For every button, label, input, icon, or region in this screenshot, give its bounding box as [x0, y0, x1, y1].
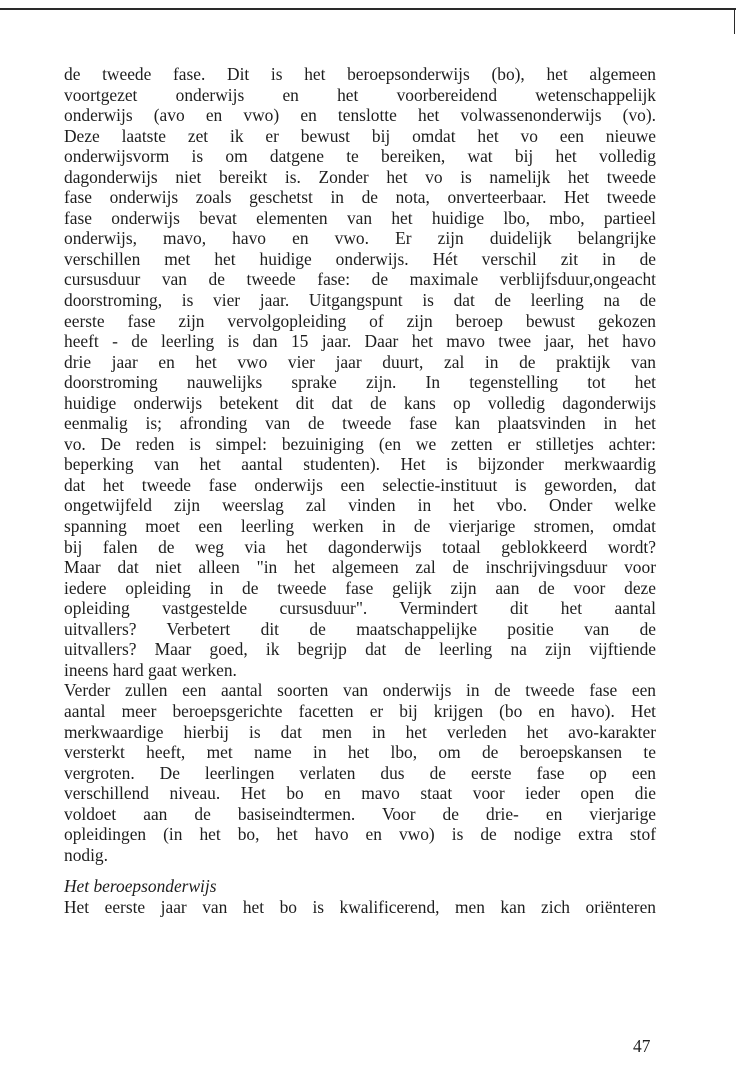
text-line: ineens hard gaat werken.: [64, 659, 237, 680]
text-line: onderwijsvorm is om datgene te bereiken, wat bij het volledig: [64, 146, 656, 167]
text-line: heeft - de leerling is dan 15 jaar. Daar het mavo twee jaar, het havo: [64, 331, 656, 352]
text-line: spanning moet een leerling werken in de vierjarige stromen, omdat: [64, 516, 656, 537]
text-line: voldoet aan de basiseindtermen. Voor de drie- en vierjarige: [64, 803, 656, 824]
text-line: iedere opleiding in de tweede fase gelijk zijn aan de voor deze: [64, 577, 656, 598]
paragraph-2: [64, 680, 656, 865]
text-line: vo. De reden is simpel: bezuiniging (en we zetten er stilletjes achter:: [64, 433, 656, 454]
text-line: fase onderwijs bevat elementen van het huidige lbo, mbo, partieel: [64, 207, 656, 228]
text-line: verschillen met het huidige onderwijs. Hét verschil zit in de: [64, 248, 656, 269]
text-line: voortgezet onderwijs en het voorbereidend wetenschappelijk: [64, 84, 656, 105]
paragraph-1: [64, 64, 656, 680]
text-line: onderwijs (avo en vwo) en tenslotte het volwassenonderwijs (vo).: [64, 105, 656, 126]
text-line: eenmalig is; afronding van de tweede fase kan plaatsvinden in het: [64, 413, 656, 434]
text-line: doorstroming nauwelijks sprake zijn. In tegenstelling tot het: [64, 372, 656, 393]
text-line: drie jaar en het vwo vier jaar duurt, zal in de praktijk van: [64, 351, 656, 372]
text-line: verschillend niveau. Het bo en mavo staat voor ieder open die: [64, 783, 656, 804]
text-line: versterkt heeft, met name in het lbo, om de beroepskansen te: [64, 742, 656, 763]
top-rule: [0, 8, 736, 10]
text-line: nodig.: [64, 844, 108, 865]
text-line: fase onderwijs zoals geschetst in de nota, onverteerbaar. Het tweede: [64, 187, 656, 208]
text-line: dat het tweede fase onderwijs een selectie-instituut is geworden, dat: [64, 474, 656, 495]
text-line: merkwaardige hierbij is dat men in het verleden het avo-karakter: [64, 721, 656, 742]
text-line: bij falen de weg via het dagonderwijs totaal geblokkeerd wordt?: [64, 536, 656, 557]
corner-mark: [734, 8, 735, 34]
text-line: dagonderwijs niet bereikt is. Zonder het vo is namelijk het tweede: [64, 166, 656, 187]
text-line: Deze laatste zet ik er bewust bij omdat het vo een nieuwe: [64, 125, 656, 146]
text-line: opleidingen (in het bo, het havo en vwo) is de nodige extra stof: [64, 824, 656, 845]
text-line: de tweede fase. Dit is het beroepsonderwijs (bo), het algemeen: [64, 64, 656, 84]
text-line: eerste fase zijn vervolgopleiding of zijn beroep bewust gekozen: [64, 310, 656, 331]
text-line: vergroten. De leerlingen verlaten dus de eerste fase op een: [64, 762, 656, 783]
text-line: aantal meer beroepsgerichte facetten er bij krijgen (bo en havo). Het: [64, 700, 656, 721]
text-line: Verder zullen een aantal soorten van onderwijs in de tweede fase een: [64, 680, 656, 701]
text-line: ongetwijfeld zijn weerslag zal vinden in het vbo. Onder welke: [64, 495, 656, 516]
paragraph-3: [64, 897, 656, 918]
text-line: uitvallers? Verbetert dit de maatschappelijke positie van de: [64, 618, 656, 639]
text-line: huidige onderwijs betekent dit dat de kans op volledig dagonderwijs: [64, 392, 656, 413]
text-line: Maar dat niet alleen "in het algemeen zal de inschrijvingsduur voor: [64, 557, 656, 578]
text-line: Het eerste jaar van het bo is kwalificerend, men kan zich oriënteren: [64, 896, 656, 917]
page-body: [64, 64, 656, 917]
text-line: doorstroming, is vier jaar. Uitgangspunt is dat de leerling na de: [64, 290, 656, 311]
text-line: uitvallers? Maar goed, ik begrijp dat de leerling na zijn vijftiende: [64, 639, 656, 660]
text-line: cursusduur van de tweede fase: de maximale verblijfsduur,ongeacht: [64, 269, 656, 290]
section-heading: Het beroepsonderwijs: [64, 876, 217, 897]
text-line: opleiding vastgestelde cursusduur". Vermindert dit het aantal: [64, 598, 656, 619]
text-line: onderwijs, mavo, havo en vwo. Er zijn duidelijk belangrijke: [64, 228, 656, 249]
text-line: beperking van het aantal studenten). Het is bijzonder merkwaardig: [64, 454, 656, 475]
page-number: 47: [633, 1036, 651, 1056]
